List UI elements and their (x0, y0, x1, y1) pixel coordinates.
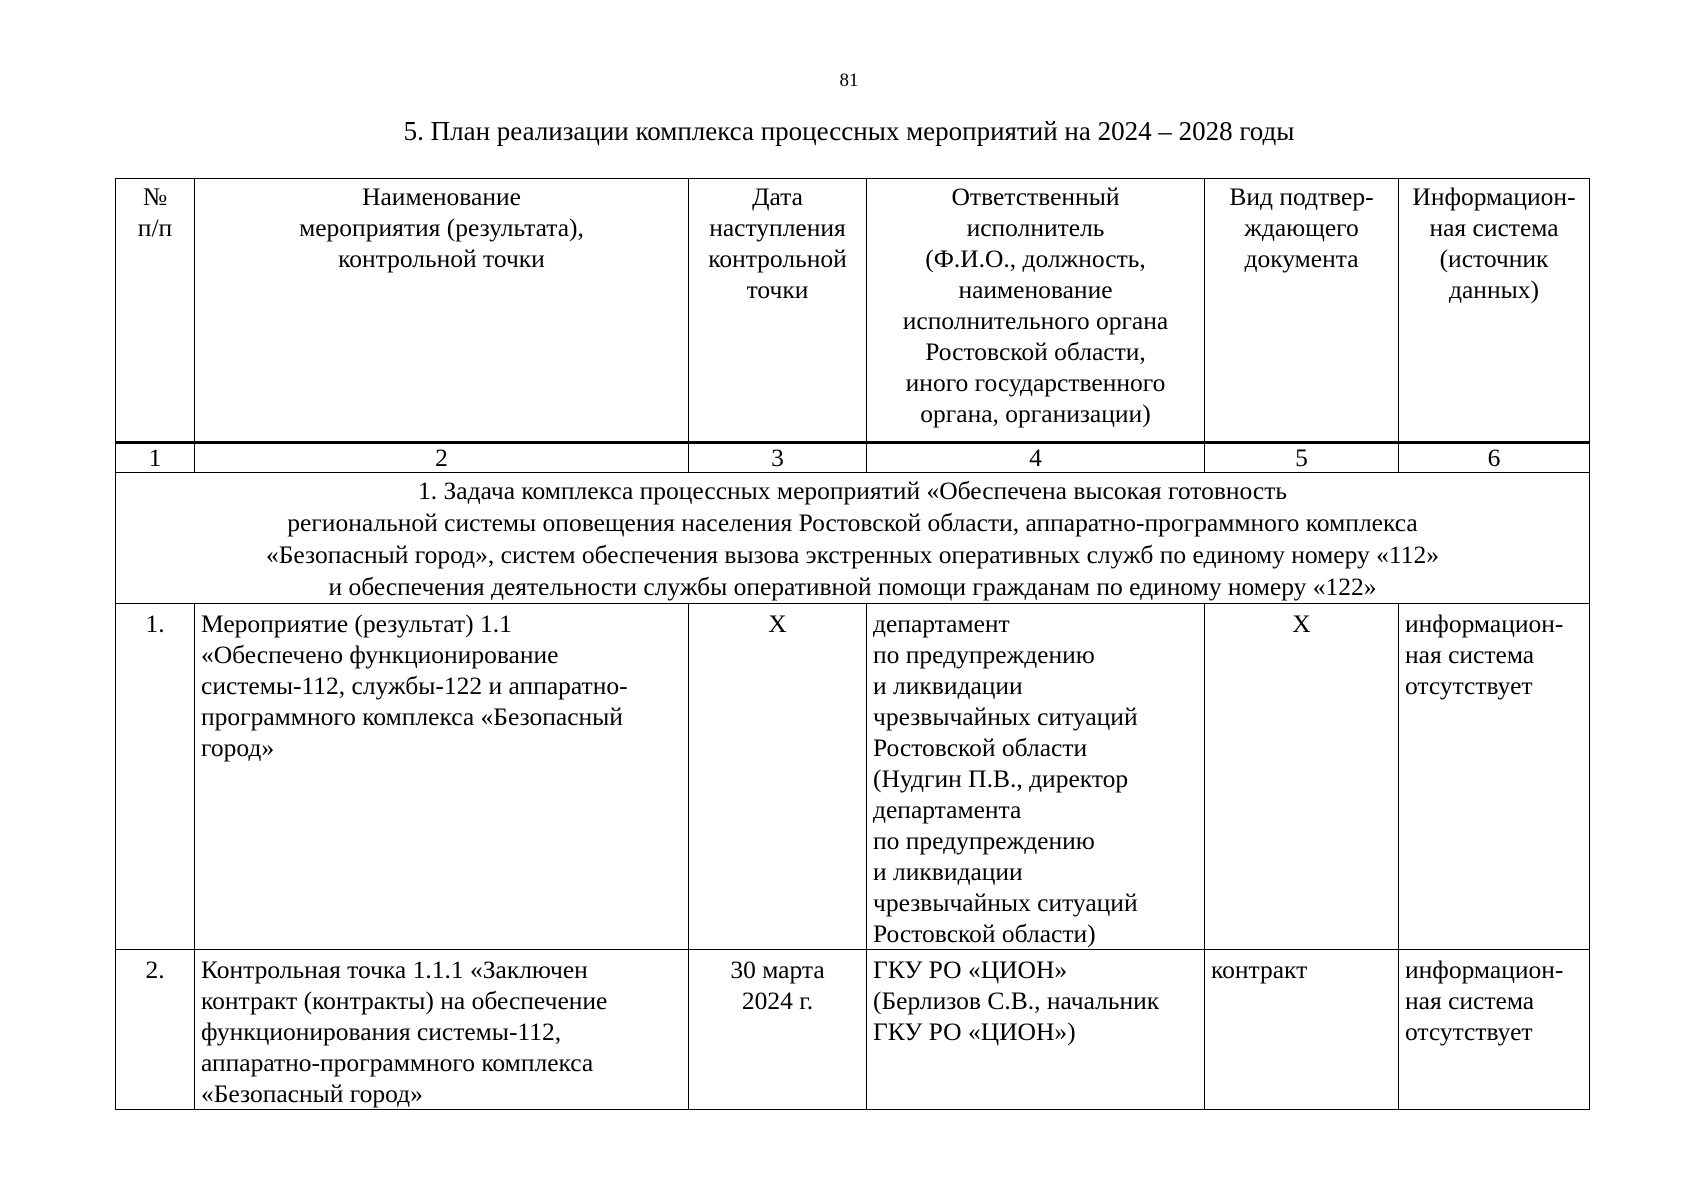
row-number: 2. (116, 950, 195, 1110)
column-number: 3 (689, 443, 867, 473)
table-row (116, 604, 1590, 950)
row-date: X (689, 604, 867, 950)
section-title: 5. План реализации комплекса процессных мероприятий на 2024 – 2028 годы (403, 116, 1295, 146)
implementation-plan-table (115, 178, 1590, 1110)
header-cell-date: Дата наступления контрольной точки (689, 179, 867, 443)
task-cell: 1. Задача комплекса процессных мероприятий «Обеспечена высокая готовность региональной системы оповещения населения Ростовской области, аппаратно-программного комплекса «Безопасный город», систем обеспечения вызова экстренных оперативных служб по единому номеру «112» и обеспечения деятельности службы оперативной помощи гражданам по единому номеру «122» (116, 473, 1590, 604)
row-number: 1. (116, 604, 195, 950)
column-number: 1 (116, 443, 195, 473)
row-name: Мероприятие (результат) 1.1 «Обеспечено функционирование системы-112, службы-122 и аппаратно- программного комплекса «Безопасный город» (195, 604, 689, 950)
row-responsible: ГКУ РО «ЦИОН» (Берлизов С.В., начальник ГКУ РО «ЦИОН») (867, 950, 1205, 1110)
table-header-row (116, 179, 1590, 443)
header-cell-name: Наименование мероприятия (результата), контрольной точки (195, 179, 689, 443)
column-number: 6 (1399, 443, 1590, 473)
row-info-system: информацион- ная система отсутствует (1399, 950, 1590, 1110)
column-number: 2 (195, 443, 689, 473)
column-number: 5 (1205, 443, 1399, 473)
row-date: 30 марта 2024 г. (689, 950, 867, 1110)
row-responsible: департамент по предупреждению и ликвидации чрезвычайных ситуаций Ростовской области (Нудгин П.В., директор департамента по предупреждению и ликвидации чрезвычайных ситуаций Ростовской области) (867, 604, 1205, 950)
row-doc-type: X (1205, 604, 1399, 950)
header-cell-info-system: Информацион- ная система (источник данных) (1399, 179, 1590, 443)
row-name: Контрольная точка 1.1.1 «Заключен контракт (контракты) на обеспечение функционирования системы-112, аппаратно-программного комплекса «Безопасный город» (195, 950, 689, 1110)
task-row (116, 473, 1590, 604)
column-number: 4 (867, 443, 1205, 473)
page-number: 81 (839, 70, 859, 91)
column-numbers-row (116, 443, 1590, 473)
header-cell-responsible: Ответственный исполнитель (Ф.И.О., должность, наименование исполнительного органа Ростовской области, иного государственного органа, организации) (867, 179, 1205, 443)
table-row (116, 950, 1590, 1110)
header-cell-number: № п/п (116, 179, 195, 443)
row-info-system: информацион- ная система отсутствует (1399, 604, 1590, 950)
header-cell-doc-type: Вид подтвер- ждающего документа (1205, 179, 1399, 443)
row-doc-type: контракт (1205, 950, 1399, 1110)
